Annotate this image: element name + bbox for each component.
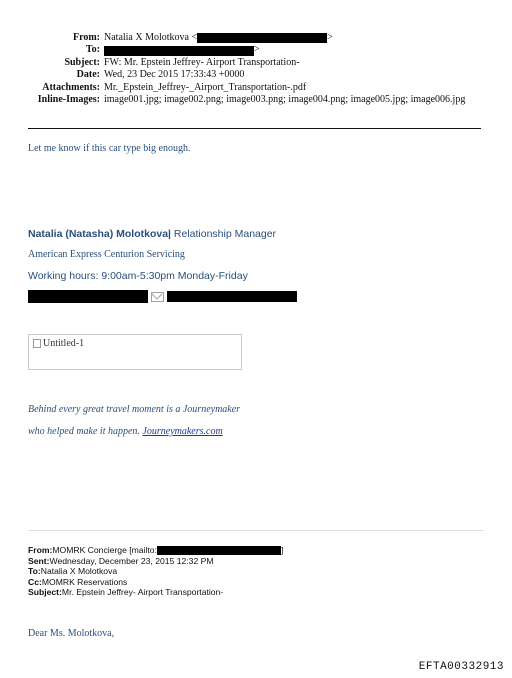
header-to-row: [0, 44, 512, 56]
signature-tagline-2: who helped make it happen.: [28, 426, 143, 437]
broken-image-icon: [33, 339, 41, 348]
forwarded-to-value: Natalia X Molotkova: [40, 566, 118, 577]
envelope-icon: [151, 292, 164, 302]
bates-number: EFTA00332913: [418, 661, 504, 673]
header-subject-row: [0, 57, 512, 69]
signature-image-alt: Untitled-1: [43, 338, 85, 349]
header-divider: [28, 128, 481, 129]
forwarded-header: [28, 545, 283, 598]
header-to-label: To:: [85, 44, 100, 56]
signature-name: Natalia (Natasha) Molotkova|: [28, 228, 171, 240]
header-from-label: From:: [72, 32, 100, 43]
redaction-bar: [167, 291, 297, 302]
forwarded-from-close: ]: [280, 545, 284, 555]
forward-divider: [28, 530, 484, 531]
header-to-close: >: [254, 44, 260, 56]
email-header: [0, 32, 512, 106]
header-from-close: >: [327, 32, 333, 43]
redaction-bar: [157, 545, 284, 555]
forwarded-cc-row: [28, 577, 283, 588]
signature-hours: Working hours: 9:00am-5:30pm Monday-Friday: [28, 270, 248, 282]
header-from-row: [0, 32, 512, 44]
forwarded-subject-label: Subject:: [28, 587, 62, 598]
header-subject-label: Subject:: [64, 56, 100, 68]
forwarded-to-row: [28, 566, 283, 577]
journeymakers-link[interactable]: Journeymakers.com: [142, 426, 223, 437]
signature-company: American Express Centurion Servicing: [28, 249, 185, 260]
header-attachments-row: [0, 82, 512, 94]
forwarded-sent-label: Sent:: [28, 555, 50, 566]
forwarded-subject-value: Mr. Epstein Jeffrey- Airport Transportation-: [61, 587, 224, 598]
forwarded-sent-value: Wednesday, December 23, 2015 12:32 PM: [49, 555, 214, 566]
redaction-bar: [197, 33, 327, 43]
signature-tagline-1: Behind every great travel moment is a Journeymaker: [28, 404, 241, 415]
header-attachments-label: Attachments:: [42, 81, 100, 93]
header-date-value: Wed, 23 Dec 2015 17:33:43 +0000: [104, 69, 245, 81]
forwarded-subject-row: [28, 587, 283, 598]
header-date-row: [0, 69, 512, 81]
forwarded-from-label: From:: [28, 545, 53, 555]
signature-role: Relationship Manager: [170, 228, 277, 240]
message-body: Let me know if this car type big enough.: [28, 143, 191, 154]
redaction-bar: [28, 290, 148, 303]
forwarded-cc-value: MOMRK Reservations: [41, 576, 128, 587]
header-inline-images-label: Inline-Images:: [37, 94, 100, 106]
header-inline-images-value: image001.jpg; image002.png; image003.png; image004.png; image005.jpg; image006.jpg: [104, 94, 466, 106]
signature-name-line: [28, 228, 276, 240]
header-date-label: Date:: [76, 69, 100, 81]
forwarded-to-label: To:: [28, 566, 41, 577]
signature-tagline-2-line: [28, 426, 223, 437]
header-from-value: Natalia X Molotkova <: [104, 32, 198, 43]
header-subject-value: FW: Mr. Epstein Jeffrey- Airport Transportation-: [104, 56, 300, 68]
forwarded-from-value: MOMRK Concierge [mailto:: [52, 545, 157, 555]
header-attachments-value: Mr._Epstein_Jeffrey-_Airport_Transportation-.pdf: [104, 81, 307, 93]
signature-image-placeholder: [28, 334, 242, 370]
header-inline-images-row: [0, 94, 512, 106]
signature-contact-row: [28, 290, 297, 303]
redaction-bar: [104, 46, 254, 56]
forwarded-from-row: [28, 545, 283, 556]
forwarded-cc-label: Cc:: [28, 576, 42, 587]
forwarded-sent-row: [28, 556, 283, 567]
greeting: Dear Ms. Molotkova,: [28, 628, 115, 639]
